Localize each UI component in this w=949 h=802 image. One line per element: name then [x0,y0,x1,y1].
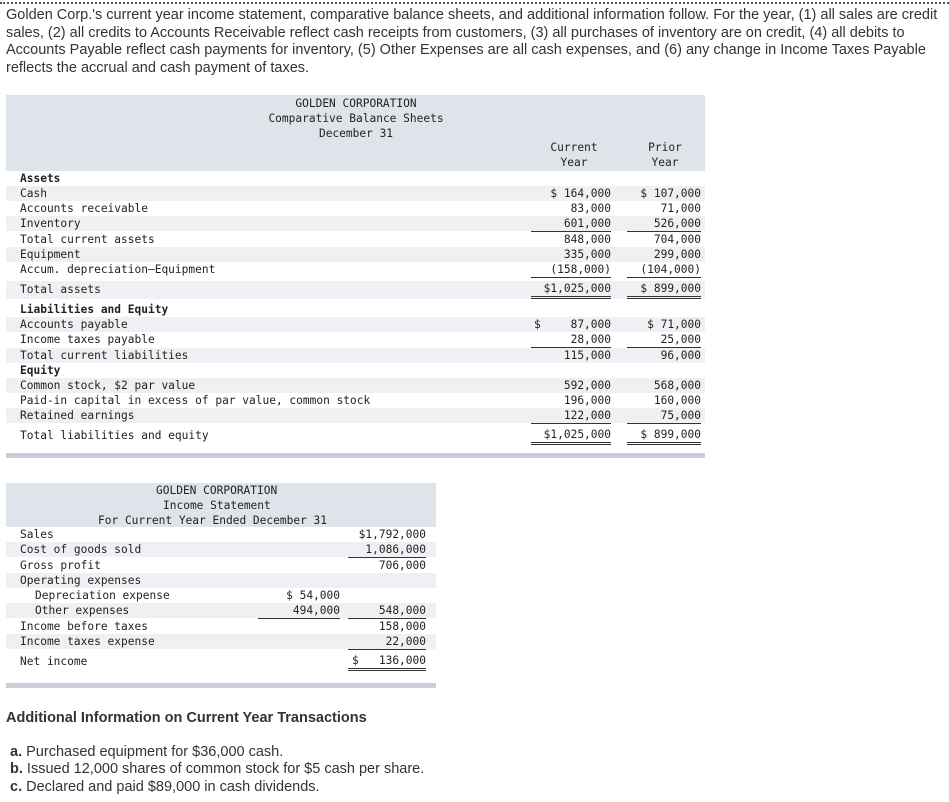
table-row: Income before taxes 158,000 [20,620,426,633]
income-statement-header [6,483,436,527]
col-header-prior: Prior Year [648,141,682,169]
table-row: Cash $ 164,000 $ 107,000 [6,186,705,201]
income-statement-footer-bar [6,683,436,688]
table-row: Income taxes payable 28,000 25,000 [20,333,701,346]
additional-info-list [10,744,424,796]
balance-sheet-title [206,97,506,141]
bs-title-name: Comparative Balance Sheets [268,111,444,125]
table-row: Income taxes expense 22,000 [6,634,436,649]
table-row: Other expenses 494,000 548,000 [6,603,436,618]
table-row: Equipment 335,000 299,000 [6,247,705,262]
is-title-company: GOLDEN CORPORATION [156,484,278,497]
table-row: Accounts receivable 83,000 71,000 [20,202,701,215]
table-row: Gross profit 706,000 [20,559,426,572]
table-row: Liabilities and Equity [20,303,169,316]
table-row: Total current assets 848,000 704,000 [20,233,701,246]
is-title-name: Income Statement [163,499,271,512]
balance-sheet-table [6,95,705,460]
table-row: Inventory 601,000 526,000 [6,216,705,231]
table-row: Accounts payable $ 87,000 $ 71,000 [6,317,705,332]
is-title-period: For Current Year Ended December 31 [98,514,328,527]
col-header-current: Current Year [550,141,598,169]
bs-title-date: December 31 [318,126,394,140]
table-row: Retained earnings 122,000 75,000 [6,408,705,423]
table-row: Total current liabilities 115,000 96,000 [6,348,705,363]
table-row: Sales $1,792,000 [20,528,426,541]
table-row: Paid-in capital in excess of par value, common stock 196,000 160,000 [20,394,701,407]
list-item: c. Declared and paid $89,000 in cash dividends. [10,778,320,795]
top-dotted-rule [0,2,949,4]
income-statement-table [6,483,436,689]
table-row: Common stock, $2 par value 592,000 568,000 [6,378,705,393]
balance-sheet-footer-bar [6,453,705,458]
table-row: Net income $ 136,000 [6,653,436,671]
intro-paragraph: Golden Corp.'s current year income statement, comparative balance sheets, and additional information follow. For the year, (1) all sales are credit sales, (2) all credits to Accounts Receivable reflect cash receipts from customers, (3) all purchases of inventory are on credit, (4) all debits to Accounts Payable reflect cash payments for inventory, (5) Other Expenses are all cash expenses, and (6) any change in Income Taxes Payable reflects the accrual and cash payment of taxes. [6,7,938,76]
table-row: Cost of goods sold 1,086,000 [6,542,436,557]
table-row: Assets [20,172,61,185]
table-row: Total assets $1,025,000 $ 899,000 [6,281,705,299]
table-row: Operating expenses [6,573,436,588]
bs-title-company: GOLDEN CORPORATION [295,97,417,110]
list-item: a. Purchased equipment for $36,000 cash. [10,744,284,760]
table-row: Depreciation expense $ 54,000 [35,589,340,602]
table-row: Total liabilities and equity $1,025,000 $ 899,000 [6,427,705,445]
table-row: Equity [20,364,61,377]
table-row: Accum. depreciation—Equipment (158,000) (104,000) [20,263,701,276]
additional-info-heading: Additional Information on Current Year Transactions [6,710,367,726]
balance-sheet-header [6,95,705,171]
list-item: b. Issued 12,000 shares of common stock for $5 cash per share. [10,761,425,778]
